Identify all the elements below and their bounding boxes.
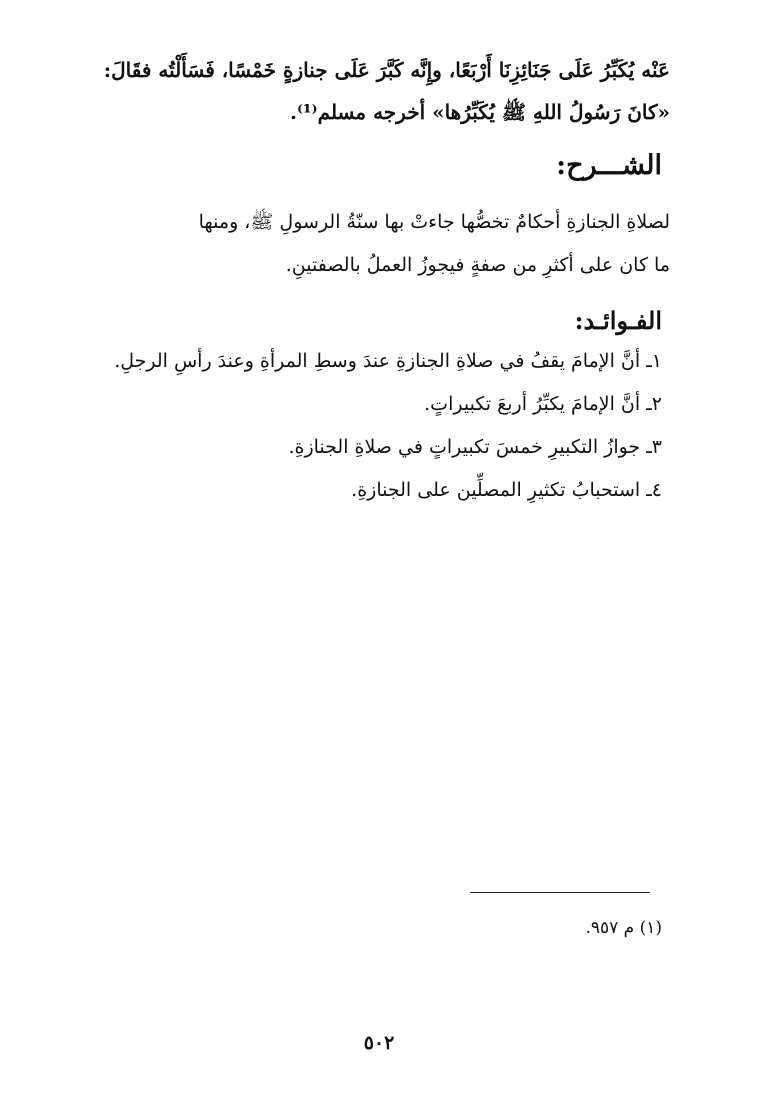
footnote-separator bbox=[470, 892, 650, 893]
sharh-line-1: لصلاةِ الجنازةِ أحكامٌ تخصُّها جاءتْ بها سنّةُ الرسولِ ﷺ، ومنها bbox=[198, 211, 670, 233]
benefit-item-4: ٤ـ استحبابُ تكثيرِ المصلِّين على الجنازةِ. bbox=[351, 479, 662, 501]
benefits-list bbox=[102, 350, 662, 520]
hadith-text bbox=[70, 58, 670, 138]
fawaid-heading: الفـوائـد: bbox=[574, 306, 662, 335]
benefit-item-2: ٢ـ أنَّ الإمامَ يكبِّرُ أربعَ تكبيراتٍ. bbox=[424, 393, 662, 415]
hadith-line-2: «كانَ رَسُولُ اللهِ ﷺ يُكَبِّرُها» أخرجه مسلم⁽¹⁾. bbox=[289, 100, 670, 124]
footnote: (١) م ٩٥٧. bbox=[585, 918, 662, 938]
page-number: ٥٠٢ bbox=[363, 1032, 395, 1054]
benefit-item-3: ٣ـ جوازُ التكبيرِ خمسَ تكبيراتٍ في صلاةِ الجنازةِ. bbox=[288, 436, 662, 458]
benefit-item-1: ١ـ أنَّ الإمامَ يقفُ في صلاةِ الجنازةِ عندَ وسطِ المرأةِ وعندَ رأسِ الرجلِ. bbox=[114, 350, 662, 372]
sharh-line-2: ما كان على أكثرِ من صفةٍ فيجوزُ العملُ بالصفتينِ. bbox=[285, 254, 670, 276]
sharh-paragraph bbox=[70, 210, 670, 290]
sharh-heading: الشـــرح: bbox=[556, 150, 662, 181]
hadith-line-1: عَنْه يُكَبِّرُ عَلَى جَنَائِزِنَا أَرْبَعًا، وإِنَّه كَبَّرَ عَلَى جنازةٍ خَمْسًا، فَسَأَلْتُه فقَالَ: bbox=[103, 58, 670, 82]
